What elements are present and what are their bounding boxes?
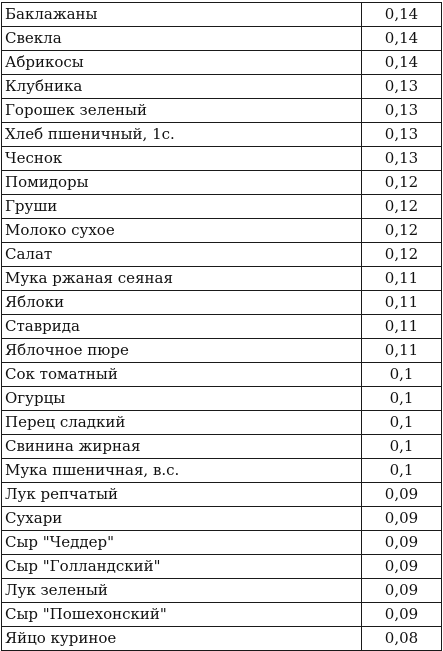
table-row (2, 75, 442, 99)
food-name-cell: Свинина жирная (2, 435, 362, 459)
food-value-cell: 0,13 (362, 123, 442, 147)
food-value-cell: 0,09 (362, 507, 442, 531)
food-value-cell: 0,1 (362, 363, 442, 387)
food-name-cell: Огурцы (2, 387, 362, 411)
table-row (2, 315, 442, 339)
food-name-cell: Горошек зеленый (2, 99, 362, 123)
food-value-cell: 0,14 (362, 51, 442, 75)
table-row (2, 459, 442, 483)
table-row (2, 435, 442, 459)
food-value-cell: 0,11 (362, 315, 442, 339)
food-value-cell: 0,13 (362, 99, 442, 123)
food-value-cell: 0,13 (362, 147, 442, 171)
table-row (2, 579, 442, 603)
table-row (2, 219, 442, 243)
food-name-cell: Сухари (2, 507, 362, 531)
food-name-cell: Абрикосы (2, 51, 362, 75)
food-name-cell: Лук зеленый (2, 579, 362, 603)
table-row (2, 267, 442, 291)
table-row (2, 99, 442, 123)
food-value-cell: 0,12 (362, 171, 442, 195)
food-name-cell: Груши (2, 195, 362, 219)
food-value-cell: 0,09 (362, 483, 442, 507)
food-name-cell: Сыр "Пошехонский" (2, 603, 362, 627)
food-value-cell: 0,09 (362, 579, 442, 603)
table-row (2, 291, 442, 315)
food-value-cell: 0,1 (362, 411, 442, 435)
table-row (2, 531, 442, 555)
table-row (2, 171, 442, 195)
food-value-cell: 0,12 (362, 219, 442, 243)
food-name-cell: Помидоры (2, 171, 362, 195)
food-value-cell: 0,09 (362, 531, 442, 555)
food-name-cell: Яйцо куриное (2, 627, 362, 651)
table-row (2, 3, 442, 27)
table-row (2, 339, 442, 363)
table-row (2, 483, 442, 507)
table-row (2, 243, 442, 267)
table-row (2, 195, 442, 219)
food-value-cell: 0,13 (362, 75, 442, 99)
food-name-cell: Ставрида (2, 315, 362, 339)
food-name-cell: Баклажаны (2, 3, 362, 27)
food-name-cell: Лук репчатый (2, 483, 362, 507)
food-name-cell: Яблоки (2, 291, 362, 315)
food-name-cell: Салат (2, 243, 362, 267)
food-name-cell: Сыр "Чеддер" (2, 531, 362, 555)
food-name-cell: Сыр "Голландский" (2, 555, 362, 579)
table-row (2, 555, 442, 579)
table-row (2, 51, 442, 75)
food-value-cell: 0,14 (362, 27, 442, 51)
food-name-cell: Сок томатный (2, 363, 362, 387)
food-name-cell: Яблочное пюре (2, 339, 362, 363)
table-row (2, 387, 442, 411)
food-value-cell: 0,11 (362, 291, 442, 315)
food-name-cell: Свекла (2, 27, 362, 51)
food-value-table (1, 2, 442, 651)
table-row (2, 363, 442, 387)
food-value-cell: 0,11 (362, 267, 442, 291)
food-value-cell: 0,14 (362, 3, 442, 27)
food-name-cell: Чеснок (2, 147, 362, 171)
food-name-cell: Молоко сухое (2, 219, 362, 243)
food-value-cell: 0,1 (362, 459, 442, 483)
food-value-cell: 0,12 (362, 195, 442, 219)
table-body (2, 3, 442, 651)
table-row (2, 123, 442, 147)
table-row (2, 627, 442, 651)
table-row (2, 411, 442, 435)
food-name-cell: Мука ржаная сеяная (2, 267, 362, 291)
food-name-cell: Перец сладкий (2, 411, 362, 435)
food-value-cell: 0,1 (362, 435, 442, 459)
table-row (2, 147, 442, 171)
food-name-cell: Мука пшеничная, в.с. (2, 459, 362, 483)
table-row (2, 507, 442, 531)
food-name-cell: Хлеб пшеничный, 1с. (2, 123, 362, 147)
food-value-cell: 0,12 (362, 243, 442, 267)
table-row (2, 27, 442, 51)
table-row (2, 603, 442, 627)
food-value-cell: 0,1 (362, 387, 442, 411)
food-value-cell: 0,08 (362, 627, 442, 651)
food-name-cell: Клубника (2, 75, 362, 99)
food-value-cell: 0,09 (362, 555, 442, 579)
food-value-cell: 0,09 (362, 603, 442, 627)
food-value-cell: 0,11 (362, 339, 442, 363)
